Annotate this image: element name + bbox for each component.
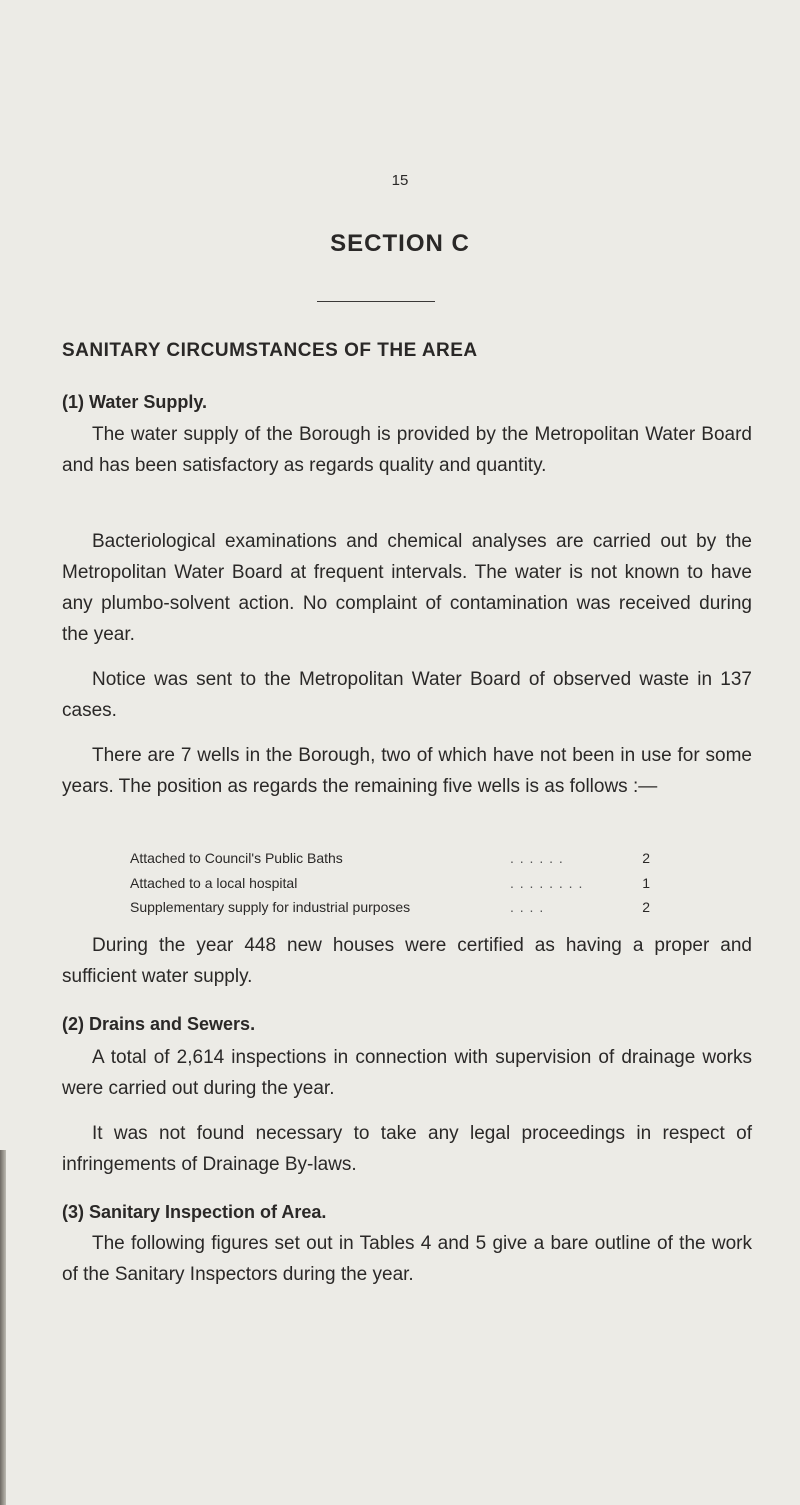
wells-label: Attached to a local hospital	[130, 874, 298, 891]
wells-row	[130, 871, 650, 896]
inspection-heading: (3) Sanitary Inspection of Area.	[62, 1202, 327, 1222]
wells-list	[130, 846, 650, 920]
drains-heading: (2) Drains and Sewers.	[62, 1014, 256, 1034]
leader-dots: . . . .	[510, 899, 545, 916]
inspection-paragraph-1: The following figures set out in Tables 4 and 5 give a bare outline of the work of the Sanitary Inspectors during the year.	[62, 1233, 752, 1285]
water-supply-heading: (1) Water Supply.	[62, 392, 208, 412]
water-supply-paragraph-2: Bacteriological examinations and chemical analyses are carried out by the Metropolitan Water Board at frequent intervals. The water is not known to have any plumbo-solvent action. No complaint of contamination was received during the year.	[62, 531, 752, 645]
wells-label: Supplementary supply for industrial purposes	[130, 899, 411, 916]
wells-count: 2	[642, 850, 650, 867]
drains-paragraph-1: A total of 2,614 inspections in connection with supervision of drainage works were carried out during the year.	[62, 1047, 752, 1099]
wells-count: 2	[642, 899, 650, 916]
page-heading: SANITARY CIRCUMSTANCES OF THE AREA	[62, 340, 478, 361]
water-supply-paragraph-4: There are 7 wells in the Borough, two of which have not been in use for some years. The position as regards the remaining five wells is as follows :—	[62, 745, 752, 797]
section-title: SECTION C	[330, 230, 470, 257]
drains-paragraph-2: It was not found necessary to take any legal proceedings in respect of infringements of Drainage By-laws.	[62, 1123, 752, 1175]
wells-label: Attached to Council's Public Baths	[130, 850, 343, 867]
water-supply-paragraph-1: The water supply of the Borough is provided by the Metropolitan Water Board and has been satisfactory as regards quality and quantity.	[62, 424, 752, 476]
divider-rule	[317, 301, 435, 302]
page-number: 15	[391, 172, 409, 189]
leader-dots: . . . . . .	[510, 850, 564, 867]
wells-count: 1	[642, 874, 650, 891]
water-supply-paragraph-5: During the year 448 new houses were certified as having a proper and sufficient water supply.	[62, 935, 752, 987]
water-supply-paragraph-3: Notice was sent to the Metropolitan Water Board of observed waste in 137 cases.	[62, 669, 752, 721]
leader-dots: . . . . . . . .	[510, 874, 584, 891]
wells-row	[130, 895, 650, 920]
scan-edge-shadow	[0, 1150, 6, 1505]
wells-row	[130, 846, 650, 871]
